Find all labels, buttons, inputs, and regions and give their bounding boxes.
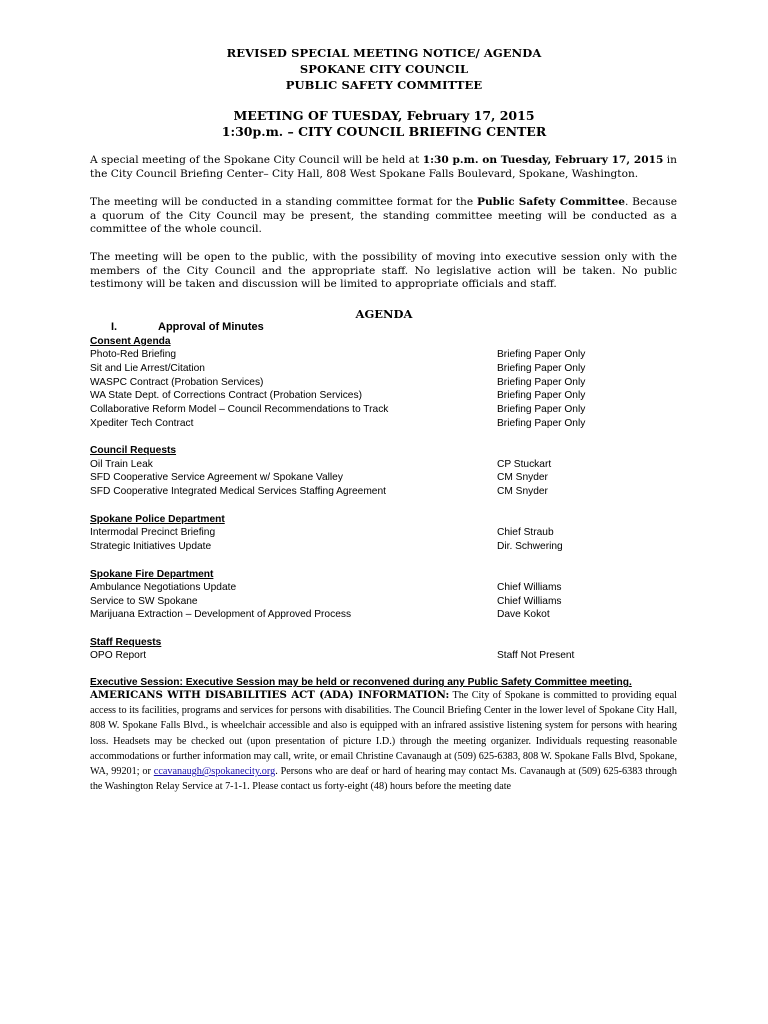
- section-heading-council: Council Requests: [90, 445, 177, 456]
- agenda-item-owner: Staff Not Present: [497, 650, 575, 661]
- agenda-item: Marijuana Extraction – Development of Approved Process: [90, 609, 352, 620]
- agenda-item: OPO Report: [90, 650, 147, 661]
- agenda-item: SFD Cooperative Integrated Medical Services Staffing Agreement: [90, 486, 386, 497]
- committee-name: PUBLIC SAFETY COMMITTEE: [285, 78, 483, 92]
- agenda-roman-numeral: I.: [111, 321, 118, 333]
- email-link[interactable]: ccavanaugh@spokanecity.org: [153, 766, 276, 778]
- agenda-item: Oil Train Leak: [90, 459, 153, 470]
- meeting-time-place: 1:30p.m. – CITY COUNCIL BRIEFING CENTER: [221, 124, 547, 139]
- ada-lead: AMERICANS WITH DISABILITIES ACT (ADA) INFORMATION:: [90, 689, 450, 701]
- agenda-item: Strategic Initiatives Update: [90, 541, 212, 552]
- section-heading-police: Spokane Police Department: [90, 514, 225, 525]
- agenda-item-owner: Chief Williams: [497, 582, 562, 593]
- agenda-item-owner: Chief Williams: [497, 596, 562, 607]
- section-heading-staff: Staff Requests: [90, 637, 162, 648]
- section-heading-fire: Spokane Fire Department: [90, 569, 214, 580]
- agenda-item: Ambulance Negotiations Update: [90, 582, 237, 593]
- agenda-item-owner: Chief Straub: [497, 527, 554, 538]
- agenda-item: Intermodal Precinct Briefing: [90, 527, 216, 538]
- agenda-item: WASPC Contract (Probation Services): [90, 377, 264, 388]
- agenda-item-owner: Briefing Paper Only: [497, 404, 586, 415]
- agenda-item: SFD Cooperative Service Agreement w/ Spokane Valley: [90, 472, 343, 483]
- intro-paragraph-3: The meeting will be open to the public, with the possibility of moving into executive session only with the members of the City Council and the appropriate staff. No legislative action will be taken. No public testimony will be taken and discussion will be limited to appropriate officials and staff.: [90, 251, 677, 291]
- executive-session-note: Executive Session: Executive Session may be held or reconvened during any Public Safety Committee meeting.: [90, 677, 632, 688]
- agenda-item-owner: Dave Kokot: [497, 609, 550, 620]
- agenda-item: Photo-Red Briefing: [90, 349, 177, 360]
- agenda-item-owner: Dir. Schwering: [497, 541, 563, 552]
- agenda-item: Xpediter Tech Contract: [90, 418, 194, 429]
- ada-information: AMERICANS WITH DISABILITIES ACT (ADA) INFORMATION: The City of Spokane is committed to providing equal access to its facilities, programs and services for persons with disabilities. The Council Briefing Center in the lower level of Spokane City Hall, 808 W. Spokane Falls Blvd., is wheelchair accessible and also is equipped with an infrared assistive listening system for persons with hearing loss. Headsets may be checked out (upon presentation of picture I.D.) through the meeting organizer. Individuals requesting reasonable accommodations or further information may call, write, or email Christine Cavanaugh at (509) 625-6383, 808 W. Spokane Falls Blvd, Spokane, WA, 99201; or ccavanaugh@spokanecity.org. Persons who are deaf or hard of hearing may contact Ms. Cavanaugh at (509) 625-6383 through the Washington Relay Service at 7-1-1. Please contact us forty-eight (48) hours before the meeting date: [90, 689, 677, 793]
- agenda-item-owner: Briefing Paper Only: [497, 363, 586, 374]
- agenda-item: Collaborative Reform Model – Council Recommendations to Track: [90, 404, 389, 415]
- agenda-item-owner: CP Stuckart: [497, 459, 552, 470]
- agenda-item: Service to SW Spokane: [90, 596, 198, 607]
- meeting-date: MEETING OF TUESDAY, February 17, 2015: [233, 108, 535, 123]
- council-name: SPOKANE CITY COUNCIL: [299, 62, 469, 76]
- intro-paragraph-1: A special meeting of the Spokane City Council will be held at 1:30 p.m. on Tuesday, February 17, 2015 in the City Council Briefing Center– City Hall, 808 West Spokane Falls Boulevard, Spokane, Washington.: [90, 154, 677, 180]
- agenda-title: AGENDA: [355, 307, 413, 321]
- approval-of-minutes: Approval of Minutes: [158, 321, 264, 333]
- notice-title: REVISED SPECIAL MEETING NOTICE/ AGENDA: [226, 46, 542, 60]
- agenda-item-owner: Briefing Paper Only: [497, 390, 586, 401]
- section-heading-consent: Consent Agenda: [90, 336, 171, 347]
- agenda-item: WA State Dept. of Corrections Contract (Probation Services): [90, 390, 362, 401]
- agenda-item-owner: Briefing Paper Only: [497, 349, 586, 360]
- agenda-item-owner: Briefing Paper Only: [497, 377, 586, 388]
- intro-paragraph-2: The meeting will be conducted in a standing committee format for the Public Safety Committee. Because a quorum of the City Council may be present, the standing committee meeting will be conducted as a committee of the whole council.: [90, 196, 677, 236]
- agenda-item-owner: CM Snyder: [497, 472, 548, 483]
- agenda-item-owner: Briefing Paper Only: [497, 418, 586, 429]
- agenda-item-owner: CM Snyder: [497, 486, 548, 497]
- agenda-item: Sit and Lie Arrest/Citation: [90, 363, 205, 374]
